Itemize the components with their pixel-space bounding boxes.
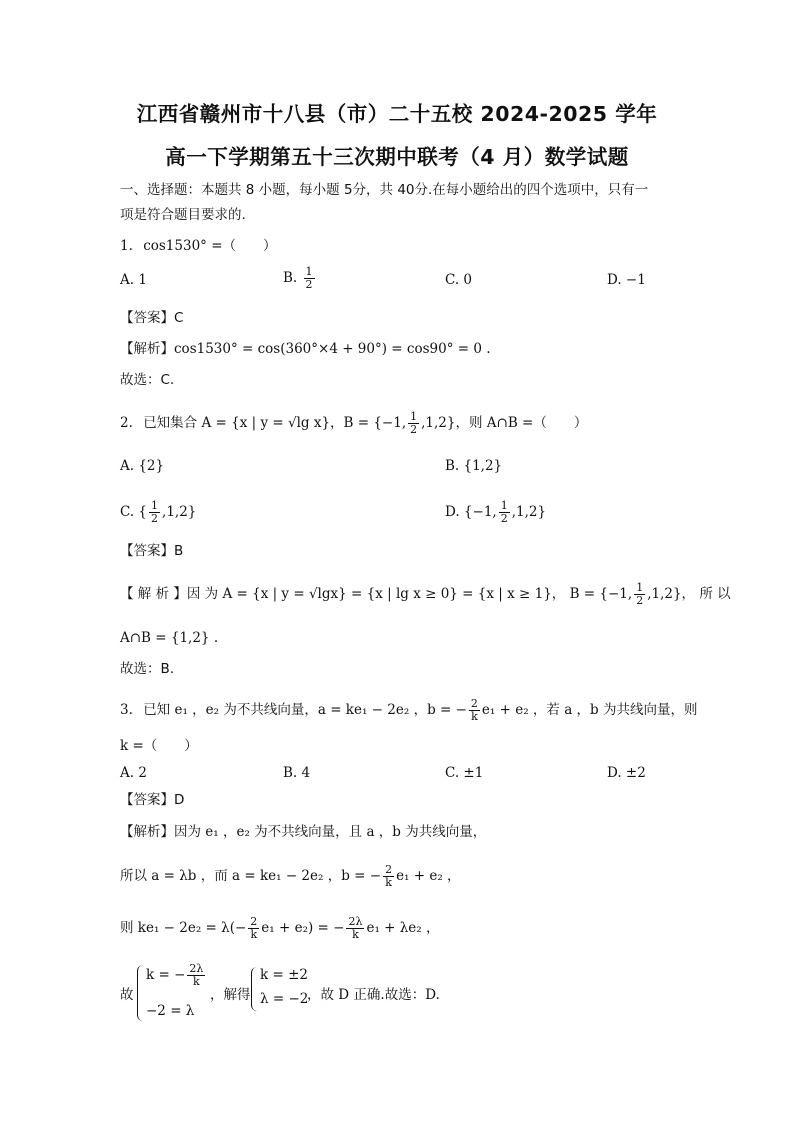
frac-num: 1: [305, 265, 313, 278]
q2-option-b: B. {1,2}: [445, 458, 503, 474]
q3-analysis-line3-a: 则 ke₁ − 2e₂ = λ(−: [120, 920, 247, 936]
frac-num: 1: [636, 581, 644, 594]
q1-option-a: A. 1: [120, 272, 147, 288]
q3-option-b: B. 4: [283, 765, 311, 781]
q2-conclusion: 故选：B.: [120, 661, 175, 677]
q2-number: 2.: [120, 415, 133, 431]
q3-stem-a: 已知 e₁ ，e₂ 为不共线向量，a = ke₁ − 2e₂ ，b = −: [143, 702, 467, 718]
q3-analysis-line2: [120, 864, 461, 889]
q2-analysis-frac: [634, 582, 645, 607]
q3-sys-mid: ，解得: [210, 987, 251, 1003]
q2-option-c-a: C. {: [120, 504, 148, 520]
q2-stem-b: ,1,2}，则 A∩B =（ ）: [421, 415, 588, 431]
q3-option-c: C. ±1: [445, 765, 484, 781]
q2-option-c-b: ,1,2}: [162, 504, 197, 520]
frac-num: 1: [151, 499, 159, 512]
q2-option-d-a: D. {−1,: [445, 504, 497, 520]
q2-option-c-frac: [149, 500, 160, 525]
section-intro-line1: 一、选择题：本题共 8 小题，每小题 5分，共 40分.在每小题给出的四个选项中，只有一: [120, 182, 649, 198]
q2-answer: 【答案】B: [120, 543, 184, 559]
q3-analysis-line3-c: e₁ + λe₂ ，: [366, 920, 440, 936]
q1-number: 1.: [120, 238, 133, 254]
q1-option-b-label: B.: [283, 270, 298, 286]
frac-den: k: [250, 928, 258, 941]
q1-conclusion: 故选：C.: [120, 372, 175, 388]
q3-stem-line1: [120, 698, 697, 723]
q2-option-c: [120, 500, 196, 525]
q2-stem-a: 已知集合 A = {x | y = √lg x}，B = {−1,: [143, 415, 407, 431]
q3-stem-line2: k =（ ）: [120, 738, 198, 754]
q2-option-d-b: ,1,2}: [511, 504, 547, 520]
frac-den: 2: [151, 512, 159, 525]
q3-analysis-line2-a: 所以 a = λb ，而 a = ke₁ − 2e₂ ，b = −: [120, 868, 382, 884]
q3-sys1-brace: [137, 965, 144, 1021]
q3-sys-prefix: 故: [120, 987, 134, 1003]
q3-option-a: A. 2: [120, 765, 147, 781]
q3-analysis-line2-frac: [383, 864, 394, 889]
q1-option-d: D. −1: [607, 272, 646, 288]
q2-analysis-b: ,1,2}， 所 以: [647, 586, 731, 602]
q2-analysis-a: 【 解 析 】因 为 A = {x | y = √lgx} = {x | lg x ≥ 0} = {x | x ≥ 1}， B = {−1,: [120, 586, 633, 602]
section-intro-line2: 项是符合题目要求的.: [120, 207, 246, 223]
q3-analysis-line3-frac2: [346, 916, 364, 941]
doc-title-line2: 高一下学期第五十三次期中联考（4 月）数学试题: [165, 145, 629, 169]
q3-sys2-line2: λ = −2: [260, 991, 309, 1007]
frac-den: 2: [636, 594, 644, 607]
frac-num: 1: [410, 410, 418, 423]
frac-den: 2: [410, 423, 418, 436]
q2-option-a: A. {2}: [120, 458, 165, 474]
frac-num: 1: [500, 499, 508, 512]
q3-sys2-line1: k = ±2: [260, 967, 308, 983]
q3-stem-b: e₁ + e₂ ，若 a ，b 为共线向量，则: [481, 702, 698, 718]
q1-stem-text: cos1530° =（ ）: [143, 238, 277, 254]
q3-analysis-line1: 【解析】因为 e₁ ，e₂ 为不共线向量，且 a ，b 为共线向量，: [120, 824, 487, 840]
q3-sys1-line2: −2 = λ: [146, 1003, 195, 1019]
q3-analysis-line3-b: e₁ + e₂) = −: [261, 920, 345, 936]
q2-option-d-frac: [499, 500, 510, 525]
q3-sys1-line1-a: k = −: [146, 967, 186, 983]
q1-answer: 【答案】C: [120, 310, 184, 326]
q2-stem: [120, 411, 587, 436]
q2-stem-frac: [408, 411, 419, 436]
frac-den: k: [385, 876, 392, 889]
frac-num: 2: [385, 863, 393, 876]
frac-den: k: [471, 710, 478, 723]
q3-sys1-line1: [146, 963, 207, 988]
q3-sys2-brace: [251, 967, 258, 1011]
q3-analysis-line3-frac1: [248, 916, 259, 941]
frac-den: 2: [305, 278, 313, 291]
q1-analysis: 【解析】cos1530° = cos(360°×4 + 90°) = cos90° = 0 .: [120, 341, 491, 357]
q2-option-d: [445, 500, 546, 525]
q3-analysis-line3: [120, 916, 440, 941]
frac-den: k: [352, 928, 359, 941]
frac-den: k: [193, 975, 200, 988]
q3-sys-end: ，故 D 正确.故选：D.: [307, 987, 440, 1003]
q1-option-c: C. 0: [445, 272, 473, 288]
q2-analysis-line2: A∩B = {1,2} .: [120, 630, 219, 646]
q3-sys1-frac: [187, 963, 205, 988]
q3-stem-frac: [469, 698, 480, 723]
frac-num: 2λ: [348, 915, 363, 928]
doc-title-line1: 江西省赣州市十八县（市）二十五校 2024-2025 学年: [136, 102, 658, 126]
q3-answer: 【答案】D: [120, 792, 185, 808]
frac-num: 2: [470, 697, 478, 710]
q1-stem: [120, 236, 277, 256]
q3-option-d: D. ±2: [607, 765, 646, 781]
frac-den: 2: [500, 512, 508, 525]
q3-number: 3.: [120, 702, 133, 718]
frac-num: 2λ: [189, 962, 204, 975]
q1-option-b: [283, 266, 317, 291]
frac-num: 2: [250, 915, 258, 928]
q1-option-b-frac: [304, 266, 315, 291]
q3-analysis-line2-b: e₁ + e₂ ，: [396, 868, 461, 884]
q2-analysis-line1: [120, 582, 731, 607]
